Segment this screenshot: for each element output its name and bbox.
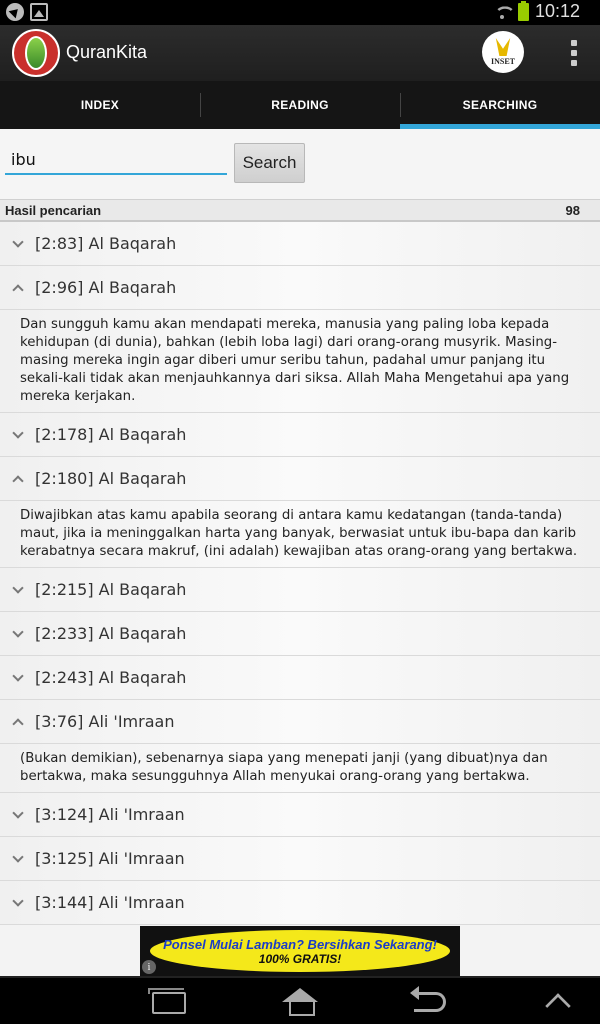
result-ref: [3:144] Ali 'Imraan	[35, 893, 185, 912]
result-row[interactable]	[0, 568, 600, 612]
recent-apps-icon[interactable]	[152, 992, 186, 1014]
verse-text: (Bukan demikian), sebenarnya siapa yang menepati janji (yang dibuat)nya dan bertakwa, maka sesungguhnya Allah menyukai orang-orang yang bertakwa.	[0, 744, 600, 793]
search-input[interactable]	[5, 145, 227, 175]
result-row[interactable]	[0, 793, 600, 837]
result-row[interactable]	[0, 457, 600, 501]
result-row[interactable]	[0, 837, 600, 881]
status-bar	[0, 0, 600, 25]
verse-text: Dan sungguh kamu akan mendapati mereka, manusia yang paling loba kepada kehidupan (di dunia), bahkan (lebih loba lagi) dari orang-orang musyrik. Masing-masing mereka ingin agar diberi umur seribu tahun, padahal umur panjang itu sekali-kali tidak akan menjauhkannya dari siksa. Allah Maha Mengetahui apa yang mereka kerjakan.	[0, 310, 600, 413]
inset-logo-icon[interactable]	[482, 31, 524, 73]
status-clock: 10:12	[534, 1, 580, 21]
ad-info-icon[interactable]: i	[142, 960, 156, 974]
image-notification-icon	[30, 3, 48, 21]
inset-logo-text: INSET	[490, 57, 515, 66]
result-ref: [3:76] Ali 'Imraan	[35, 712, 175, 731]
chevron-up-icon	[12, 718, 23, 729]
verse-text: Diwajibkan atas kamu apabila seorang di antara kamu kedatangan (tanda-tanda) maut, jika ia meninggalkan harta yang banyak, berwasiat untuk ibu-bapa dan karib kerabatnya secara makruf, (ini adalah) kewajiban atas orang-orang yang bertakwa.	[0, 501, 600, 568]
result-ref: [2:243] Al Baqarah	[35, 668, 187, 687]
results-label: Hasil pencarian	[5, 203, 102, 218]
result-ref: [2:83] Al Baqarah	[35, 234, 177, 253]
ad-subline: 100% GRATIS!	[258, 951, 342, 966]
ad-banner[interactable]	[140, 926, 460, 976]
result-ref: [3:124] Ali 'Imraan	[35, 805, 185, 824]
action-bar	[0, 25, 600, 81]
result-row[interactable]	[0, 656, 600, 700]
result-row[interactable]	[0, 222, 600, 266]
app-logo-icon[interactable]	[12, 29, 60, 77]
result-ref: [2:215] Al Baqarah	[35, 580, 187, 599]
chevron-down-icon	[12, 427, 23, 438]
result-row[interactable]	[0, 700, 600, 744]
chevron-up-icon[interactable]	[545, 993, 570, 1018]
chevron-down-icon	[12, 626, 23, 637]
result-ref: [2:96] Al Baqarah	[35, 278, 177, 297]
result-ref: [3:125] Ali 'Imraan	[35, 849, 185, 868]
tab-searching[interactable]: SEARCHING	[400, 81, 600, 129]
chevron-down-icon	[12, 670, 23, 681]
results-header	[0, 199, 600, 222]
search-row	[0, 129, 600, 199]
wifi-icon	[492, 4, 512, 20]
battery-icon	[518, 3, 529, 21]
chevron-down-icon	[12, 851, 23, 862]
system-nav-bar	[0, 976, 600, 1024]
back-icon[interactable]	[414, 992, 446, 1012]
ad-headline: Ponsel Mulai Lamban? Bersihkan Sekarang!	[163, 936, 437, 952]
result-row[interactable]	[0, 881, 600, 925]
ad-content[interactable]	[150, 930, 450, 972]
results-list[interactable]	[0, 222, 600, 925]
chevron-up-icon	[12, 284, 23, 295]
result-row[interactable]	[0, 612, 600, 656]
tab-reading[interactable]: READING	[200, 81, 400, 129]
tab-index[interactable]: INDEX	[80, 98, 120, 112]
navigation-icon	[6, 3, 24, 21]
app-title: QuranKita	[66, 42, 148, 62]
chevron-down-icon	[12, 895, 23, 906]
chevron-down-icon	[12, 236, 23, 247]
results-count: 98	[565, 203, 580, 218]
search-button[interactable]: Search	[234, 143, 305, 183]
home-icon[interactable]	[282, 988, 318, 1016]
result-row[interactable]	[0, 413, 600, 457]
overflow-menu-icon[interactable]	[570, 40, 578, 66]
tab-bar	[0, 81, 600, 129]
result-row[interactable]	[0, 266, 600, 310]
chevron-down-icon	[12, 582, 23, 593]
chevron-up-icon	[12, 475, 23, 486]
chevron-down-icon	[12, 807, 23, 818]
result-ref: [2:233] Al Baqarah	[35, 624, 187, 643]
result-ref: [2:178] Al Baqarah	[35, 425, 187, 444]
result-ref: [2:180] Al Baqarah	[35, 469, 187, 488]
